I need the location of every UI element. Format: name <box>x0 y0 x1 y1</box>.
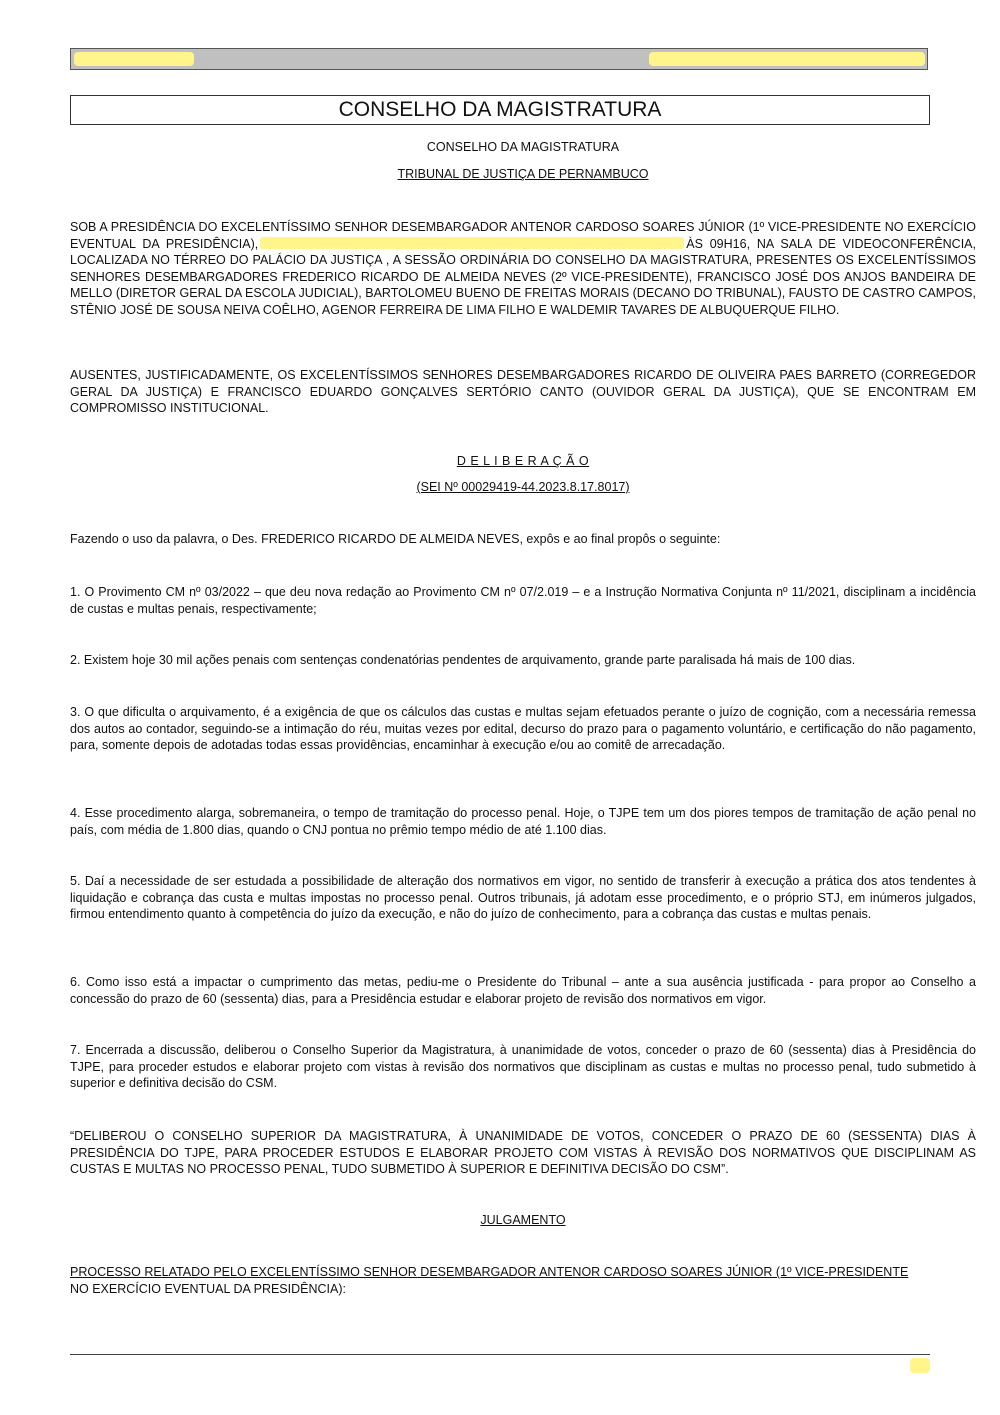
item-4: 4. Esse procedimento alarga, sobremaneira, o tempo de tramitação do processo penal. Hoje, o TJPE tem um dos piores tempos de tramitação de ação penal no país, com média de 1.800 dias, quando o CNJ pontua no prêmio tempo médio de até 1.100 dias. <box>70 806 976 837</box>
item-3: 3. O que dificulta o arquivamento, é a exigência de que os cálculos das custas e multas sejam efetuados perante o juízo de cognição, com a necessária remessa dos autos ao contador, seguindo-se a intimação do réu, muitas vezes por edital, decurso do prazo para o pagamento voluntário, e certificação do não pagamento, para, somente depois de adotadas todas essas providências, encaminhar à execução e/ou ao comitê de arrecadação. <box>70 705 976 752</box>
redacted-page-number <box>910 1358 930 1373</box>
item-1: 1. O Provimento CM nº 03/2022 – que deu nova redação ao Provimento CM nº 07/2.019 – e a Instrução Normativa Conjunta nº 11/2021, disciplinam a incidência de custas e multas penais, respectivamente; <box>70 585 976 616</box>
julgamento-heading: JULGAMENTO <box>480 1213 566 1227</box>
deliberation-quote: “DELIBEROU O CONSELHO SUPERIOR DA MAGISTRATURA, À UNANIMIDADE DE VOTOS, CONCEDER O PRAZO DE 60 (SESSENTA) DIAS À PRESIDÊNCIA DO TJPE, PARA PROCEDER ESTUDOS E ELABORAR PROJETO COM VISTAS À REVISÃO DOS NORMATIVOS QUE DISCIPLINAM AS CUSTAS E MULTAS NO PROCESSO PENAL, TUDO SUBMETIDO À SUPERIOR E DEFINITIVA DECISÃO DO CSM”. <box>70 1129 976 1176</box>
item-5: 5. Daí a necessidade de ser estudada a possibilidade de alteração dos normativos em vigor, no sentido de transferir à execução a prática dos atos tendentes à liquidação e cobrança das custa e multas impostas no processo penal. Outros tribunais, já adotam esse procedimento, e o próprio STJ, em inúmeros julgados, firmou entendimento quanto à competência do juízo da execução, e não do juízo de conhecimento, para a cobrança das custas e multas penais. <box>70 874 976 921</box>
council-subtitle: CONSELHO DA MAGISTRATURA <box>426 140 620 154</box>
deliberacao-heading: D E L I B E R A Ç Ã O <box>456 454 590 468</box>
item-6: 6. Como isso está a impactar o cumprimento das metas, pediu-me o Presidente do Tribunal – ante a sua ausência justificada - para propor ao Conselho a concessão do prazo de 60 (sessenta) dias, para a Presidência estudar e elaborar projeto de revisão dos normativos em vigor. <box>70 975 976 1006</box>
relator-underlined-text: PROCESSO RELATADO PELO EXCELENTÍSSIMO SENHOR DESEMBARGADOR ANTENOR CARDOSO SOARES JÚNIOR (1º VICE-PRESIDENTE <box>70 1265 909 1279</box>
relator-text-rest: NO EXERCÍCIO EVENTUAL DA PRESIDÊNCIA): <box>70 1281 346 1296</box>
opening-text-end: ÀS 09H16, NA SALA DE VIDEOCONFERÊNCIA, LOCALIZADA NO TÉRREO DO PALÁCIO DA JUSTIÇA , A SESSÃO ORDINÁRIA DO CONSELHO DA MAGISTRATURA, PRESENTES OS EXCELENTÍSSIMOS SENHORES DESEMBARGADORES FREDERICO RICARDO DE ALMEIDA NEVES (2º VICE-PRESIDENTE), FRANCISCO JOSÉ DOS ANJOS BANDEIRA DE MELLO (DIRETOR GERAL DA ESCOLA JUDICIAL), BARTOLOMEU BUENO DE FREITAS MORAIS (DECANO DO TRIBUNAL), FAUSTO DE CASTRO CAMPOS, STÊNIO JOSÉ DE SOUSA NEIVA COÊLHO, AGENOR FERREIRA DE LIMA FILHO E WALDEMIR TAVARES DE ALBUQUERQUE FILHO. <box>70 236 976 317</box>
redacted-header-bar <box>70 48 928 70</box>
sei-number: (SEI Nº 00029419-44.2023.8.17.8017) <box>416 480 630 494</box>
redaction-highlight <box>74 52 194 66</box>
item-7: 7. Encerrada a discussão, deliberou o Conselho Superior da Magistratura, à unanimidade de votos, conceder o prazo de 60 (sessenta) dias à Presidência do TJPE, para proceder estudos e elaborar projeto com vistas à revisão dos normativos que disciplinam as custas e multas no processo penal, tudo submetido à superior e definitiva decisão do CSM. <box>70 1043 976 1090</box>
absent-paragraph: AUSENTES, JUSTIFICADAMENTE, OS EXCELENTÍSSIMOS SENHORES DESEMBARGADORES RICARDO DE OLIVEIRA PAES BARRETO (CORREGEDOR GERAL DA JUSTIÇA) E FRANCISCO EDUARDO GONÇALVES SERTÓRIO CANTO (OUVIDOR GERAL DA JUSTIÇA), QUE SE ENCONTRAM EM COMPROMISSO INSTITUCIONAL. <box>70 368 976 415</box>
footer-divider <box>70 1354 930 1355</box>
opening-paragraph <box>70 219 976 318</box>
court-name: TRIBUNAL DE JUSTIÇA DE PERNAMBUCO <box>397 167 649 181</box>
redaction-highlight <box>649 52 925 66</box>
redacted-date <box>260 237 684 249</box>
item-2: 2. Existem hoje 30 mil ações penais com sentenças condenatórias pendentes de arquivamento, grande parte paralisada há mais de 100 dias. <box>70 653 856 667</box>
document-title: CONSELHO DA MAGISTRATURA <box>70 95 930 125</box>
relator-paragraph <box>70 1264 976 1297</box>
deliberacao-intro: Fazendo o uso da palavra, o Des. FREDERICO RICARDO DE ALMEIDA NEVES, expôs e ao final propôs o seguinte: <box>70 532 721 546</box>
opening-text-start: SOB A PRESIDÊNCIA DO EXCELENTÍSSIMO SENHOR DESEMBARGADOR ANTENOR CARDOSO SOARES JÚNIOR (1º VICE-PRESIDENTE NO EXERCÍCIO EVENTUAL DA PRESIDÊNCIA), <box>70 220 976 251</box>
